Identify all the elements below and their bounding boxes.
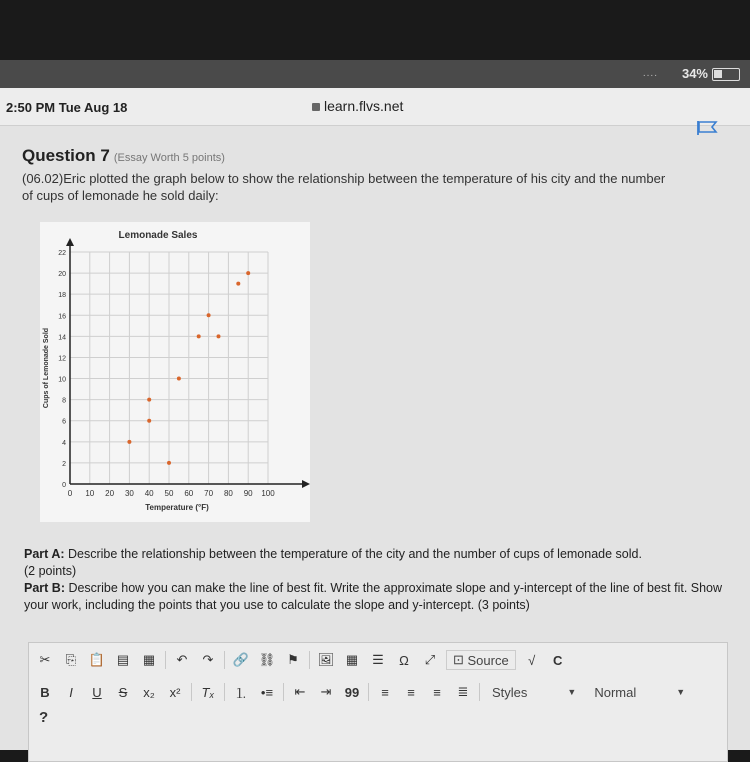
y-tick-label: 4	[62, 439, 66, 447]
y-tick-label: 0	[62, 482, 66, 489]
horizontal-line-icon[interactable]: ☰	[372, 652, 384, 667]
bullet-list-icon[interactable]: •≡	[260, 684, 274, 700]
separator	[191, 683, 192, 701]
question-prompt	[22, 170, 732, 204]
editor-content[interactable]: ?	[39, 709, 49, 726]
undo-icon[interactable]: ↶	[176, 652, 188, 667]
y-tick-label: 14	[58, 334, 66, 342]
data-point	[127, 440, 131, 444]
y-tick-label: 16	[58, 313, 66, 321]
x-tick-label: 30	[124, 489, 134, 498]
status-bar	[0, 60, 750, 88]
data-point	[217, 334, 221, 338]
chart-title: Lemonade Sales	[118, 230, 198, 241]
x-tick-label: 0	[67, 489, 73, 498]
remove-format-icon[interactable]: Tₓ	[201, 684, 215, 700]
y-tick-label: 2	[62, 460, 66, 468]
align-center-icon[interactable]: ≡	[407, 684, 415, 700]
part-b	[24, 580, 734, 614]
separator	[165, 651, 166, 669]
data-point	[167, 461, 171, 465]
url-text: learn.flvs.net	[324, 98, 404, 114]
superscript-icon[interactable]: x²	[169, 684, 181, 700]
y-axis-arrow	[66, 238, 74, 246]
justify-icon[interactable]: ≣	[457, 684, 469, 699]
strikethrough-icon[interactable]: S	[118, 684, 128, 700]
anchor-flag-icon[interactable]: ⚑	[287, 652, 299, 667]
part-b-text: Describe how you can make the line of best fit. Write the approximate slope and y-intercept of the line of best fit. Show your work, including the points that you use to calculate the slope and y-intercept. (3 points)	[24, 581, 723, 612]
chemistry-icon[interactable]: C	[553, 652, 563, 668]
time-display: 2:50 PM Tue Aug 18	[6, 100, 128, 115]
data-point	[236, 282, 240, 286]
separator	[309, 651, 310, 669]
x-tick-label: 20	[105, 489, 115, 498]
x-tick-label: 70	[204, 489, 214, 498]
redo-icon[interactable]: ↷	[202, 652, 214, 667]
question-worth: (Essay Worth 5 points)	[113, 152, 225, 164]
special-char-icon[interactable]: Ω	[399, 652, 409, 668]
subscript-icon[interactable]: x₂	[143, 684, 155, 700]
bold-icon[interactable]: B	[40, 684, 50, 700]
flag-icon[interactable]	[696, 120, 718, 136]
toolbar-row-2	[35, 679, 691, 705]
rich-text-editor[interactable]	[28, 642, 728, 762]
part-a	[24, 546, 734, 563]
part-a-points: (2 points)	[24, 564, 77, 578]
y-axis-label: Cups of Lemonade Sold	[43, 327, 50, 409]
prompt-line-1: (06.02)Eric plotted the graph below to show the relationship between the temperature of his city and the number	[22, 171, 666, 186]
data-point	[246, 271, 250, 275]
maximize-icon[interactable]: ⤢	[424, 652, 436, 667]
y-tick-label: 6	[62, 418, 66, 426]
y-tick-label: 8	[62, 397, 66, 405]
math-icon[interactable]: √	[528, 652, 536, 668]
y-tick-label: 12	[58, 355, 66, 363]
question-page	[0, 126, 750, 750]
part-a-text: Describe the relationship between the temperature of the city and the number of cups of lemonade sold.	[64, 547, 642, 561]
indent-icon[interactable]: ⇥	[320, 684, 332, 699]
link-icon[interactable]: 🔗	[232, 652, 250, 667]
separator	[368, 683, 369, 701]
source-button[interactable]: ⊡ Source	[446, 650, 516, 670]
lock-icon	[312, 103, 320, 111]
chevron-down-icon: ▼	[567, 687, 577, 697]
separator	[224, 651, 225, 669]
paste-text-icon[interactable]: ▤	[116, 652, 130, 667]
x-tick-label: 50	[164, 489, 174, 498]
address-bar[interactable]	[312, 98, 403, 114]
image-icon[interactable]: 🖼	[317, 652, 335, 667]
unlink-icon[interactable]: ⛓	[258, 652, 276, 667]
paste-icon[interactable]: 📋	[88, 652, 106, 667]
parts-text	[24, 546, 734, 614]
italic-icon[interactable]: I	[69, 684, 73, 700]
blockquote-icon[interactable]: 99	[344, 684, 360, 700]
numbered-list-icon[interactable]: ⒈	[234, 685, 248, 701]
x-tick-label: 80	[223, 489, 233, 498]
x-axis-label: Temperature (°F)	[145, 503, 209, 512]
battery-icon	[712, 68, 740, 81]
x-tick-label: 40	[144, 489, 154, 498]
separator	[224, 683, 225, 701]
cut-icon[interactable]: ✂	[39, 652, 51, 667]
x-tick-label: 10	[85, 489, 95, 498]
x-tick-label: 60	[184, 489, 194, 498]
question-title: Question 7 (Essay Worth 5 points)	[22, 146, 225, 165]
table-icon[interactable]: ▦	[345, 652, 359, 667]
x-axis-arrow	[302, 480, 310, 488]
scatter-chart	[40, 222, 310, 522]
align-left-icon[interactable]: ≡	[381, 684, 389, 700]
y-tick-label: 22	[58, 250, 66, 257]
separator	[283, 683, 284, 701]
toolbar-row-1	[35, 647, 568, 673]
y-tick-label: 20	[58, 271, 66, 279]
battery-percent: 34%	[681, 66, 708, 81]
format-dropdown[interactable]: Normal ▼	[594, 684, 686, 700]
data-point	[207, 313, 211, 317]
copy-icon[interactable]: ⎘	[65, 652, 77, 667]
x-tick-label: 100	[261, 489, 275, 498]
part-b-label: Part B:	[24, 581, 65, 595]
data-point	[147, 398, 151, 402]
y-tick-label: 10	[58, 376, 66, 384]
data-point	[147, 419, 151, 423]
outdent-icon[interactable]: ⇤	[294, 684, 306, 699]
data-point	[177, 377, 181, 381]
signal-dots: ....	[642, 68, 658, 79]
source-icon: ⊡	[453, 652, 468, 667]
paste-word-icon[interactable]: ▦	[142, 652, 156, 667]
chart-svg	[40, 222, 310, 522]
part-a-label: Part A:	[24, 547, 65, 561]
align-right-icon[interactable]: ≡	[433, 684, 441, 700]
data-point	[197, 334, 201, 338]
prompt-line-2: of cups of lemonade he sold daily:	[22, 188, 219, 203]
y-tick-label: 18	[58, 292, 66, 300]
styles-dropdown[interactable]: Styles ▼	[492, 684, 577, 700]
underline-icon[interactable]: U	[92, 684, 102, 700]
x-tick-label: 90	[243, 489, 253, 498]
separator	[479, 683, 480, 701]
chevron-down-icon: ▼	[676, 687, 686, 697]
browser-bar	[0, 88, 750, 126]
